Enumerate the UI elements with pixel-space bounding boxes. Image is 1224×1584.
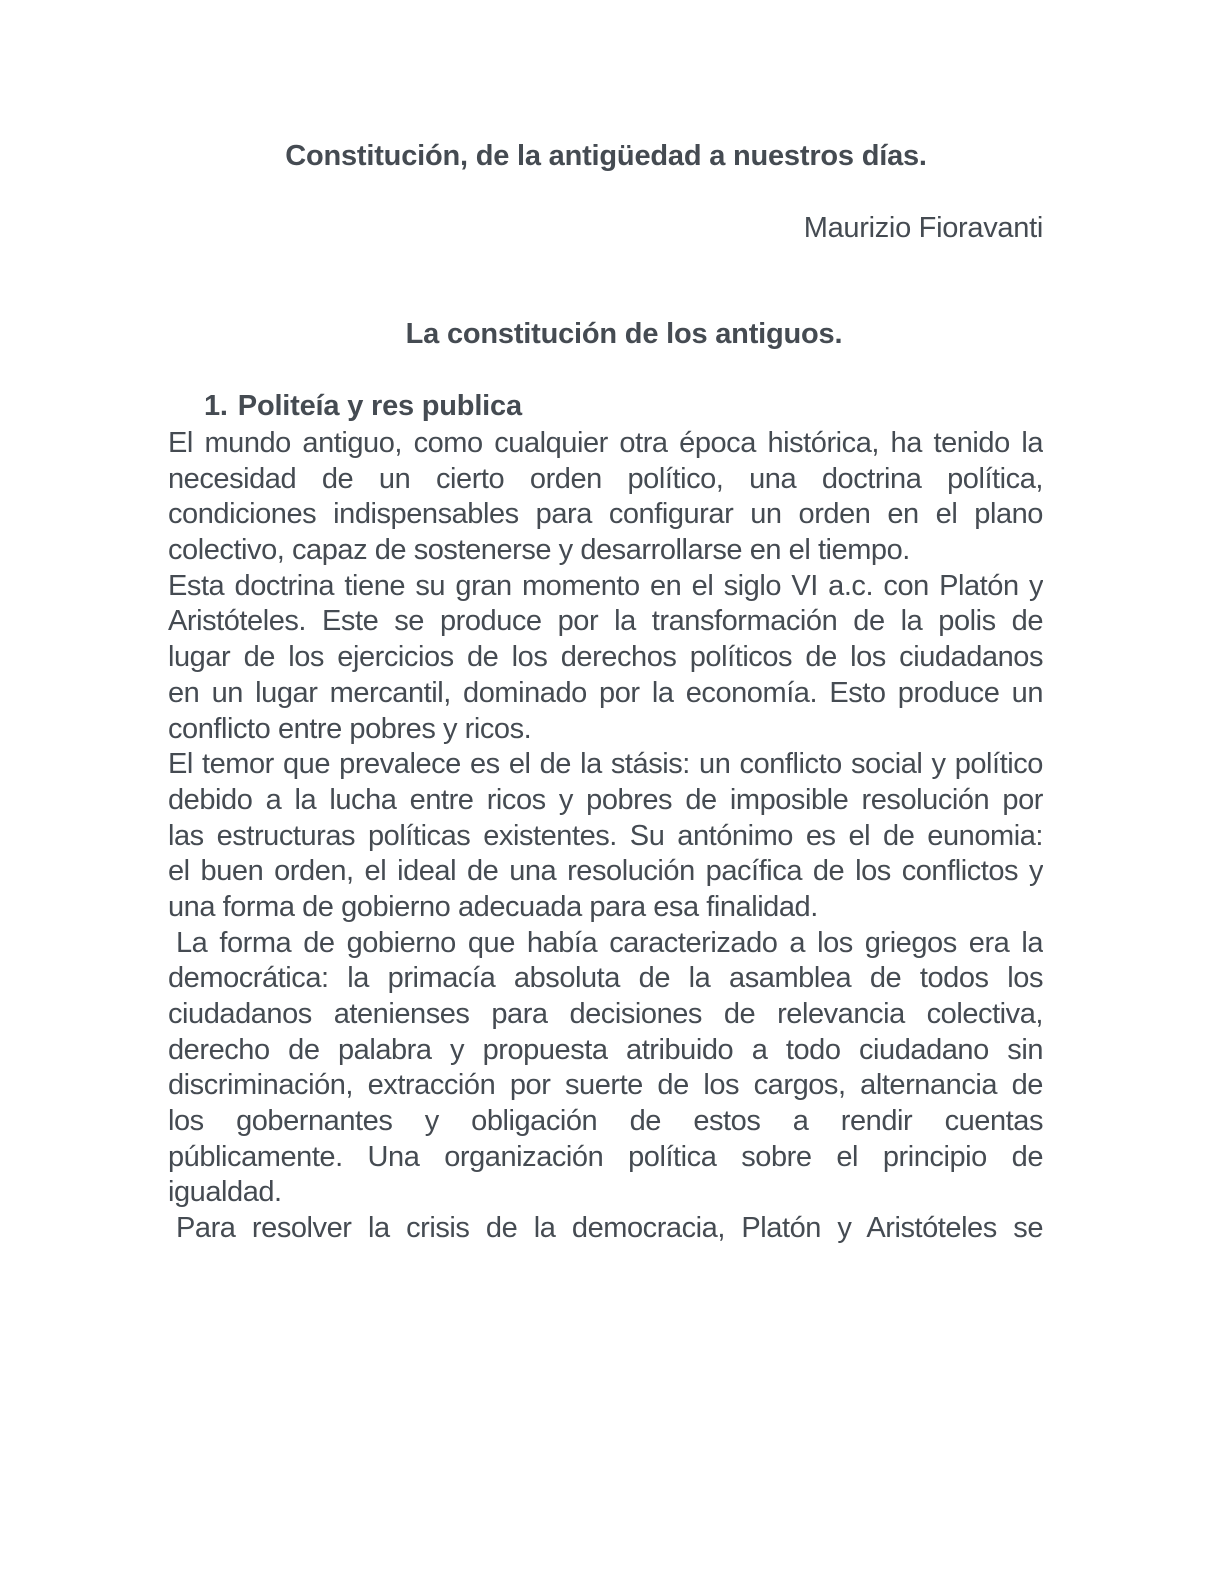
paragraph-line: Aristóteles. Este se produce por la transformación de la polis de <box>168 605 1043 638</box>
section-number: 1. <box>204 390 228 422</box>
paragraph-line: las estructuras políticas existentes. Su antónimo es el de eunomia: <box>168 819 1043 852</box>
section-heading-text: Politeía y res publica <box>237 390 522 422</box>
paragraph-line: los gobernantes y obligación de estos a rendir cuentas <box>168 1105 1043 1138</box>
paragraph-line: debido a la lucha entre ricos y pobres de imposible resolución por <box>168 783 1043 816</box>
paragraph-line: derecho de palabra y propuesta atribuido a todo ciudadano sin <box>168 1033 1043 1066</box>
paragraph-line: públicamente. Una organización política sobre el principio de <box>168 1140 1043 1173</box>
paragraph-line: El temor que prevalece es el de la stásis: un conflicto social y político <box>168 748 1043 781</box>
paragraph-line: necesidad de un cierto orden político, una doctrina política, <box>168 462 1043 495</box>
paragraph-line: Para resolver la crisis de la democracia, Platón y Aristóteles se <box>176 1212 1043 1245</box>
paragraph-line: Esta doctrina tiene su gran momento en el siglo VI a.c. con Platón y <box>168 569 1043 602</box>
paragraph-line: en un lugar mercantil, dominado por la economía. Esto produce un <box>168 676 1043 709</box>
author-name: Maurizio Fioravanti <box>803 212 1043 244</box>
paragraph-line: una forma de gobierno adecuada para esa finalidad. <box>168 890 818 923</box>
paragraph-line: colectivo, capaz de sostenerse y desarrollarse en el tiempo. <box>168 534 910 567</box>
paragraph-line: ciudadanos atenienses para decisiones de relevancia colectiva, <box>168 998 1043 1030</box>
paragraph-line: igualdad. <box>168 1176 282 1209</box>
body-text <box>168 426 1043 1247</box>
document-title: Constitución, de la antigüedad a nuestros días. <box>285 140 927 172</box>
paragraph-line: La forma de gobierno que había caracterizado a los griegos era la <box>176 926 1043 959</box>
chapter-subtitle: La constitución de los antiguos. <box>405 318 843 350</box>
section-heading <box>204 390 522 423</box>
paragraph-line: discriminación, extracción por suerte de los cargos, alternancia de <box>168 1069 1043 1102</box>
paragraph-line: lugar de los ejercicios de los derechos políticos de los ciudadanos <box>168 641 1043 674</box>
paragraph-line: conflicto entre pobres y ricos. <box>168 712 532 745</box>
paragraph-line: democrática: la primacía absoluta de la asamblea de todos los <box>168 962 1043 995</box>
paragraph-line: el buen orden, el ideal de una resolución pacífica de los conflictos y <box>168 855 1043 888</box>
paragraph-line: condiciones indispensables para configurar un orden en el plano <box>168 498 1043 531</box>
paragraph-line: El mundo antiguo, como cualquier otra época histórica, ha tenido la <box>168 427 1043 459</box>
